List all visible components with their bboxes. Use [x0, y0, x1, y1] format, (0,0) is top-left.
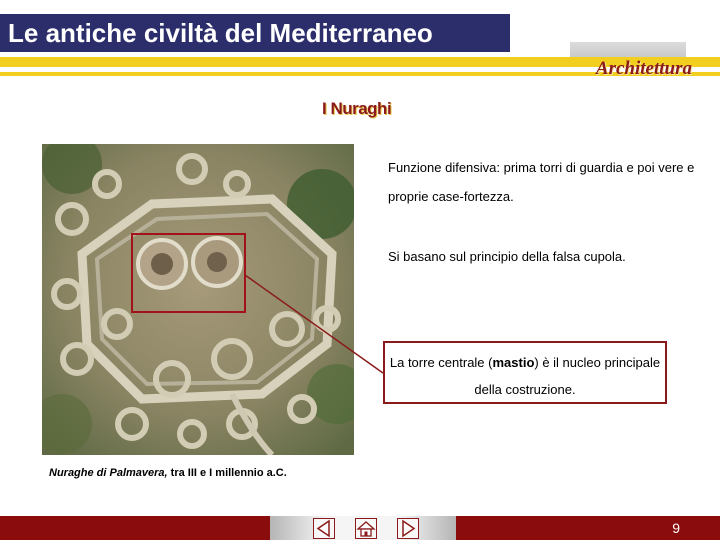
- callout-text-bold: mastio: [492, 355, 535, 370]
- arrow-left-icon[interactable]: [313, 518, 335, 539]
- slide-subtitle: I Nuraghi: [322, 99, 392, 118]
- page-number: 9: [672, 520, 680, 536]
- callout-text-before: La torre centrale (: [389, 355, 493, 370]
- caption-date: tra III e I millennio a.C.: [167, 467, 287, 479]
- caption-title: Nuraghe di Palmavera,: [49, 467, 168, 479]
- callout-text-after: ) è il nucleo principale della costruzione.: [474, 355, 661, 397]
- slide-title: Le antiche civiltà del Mediterraneo: [0, 14, 510, 52]
- section-label: Architettura: [595, 58, 692, 79]
- arrow-right-icon[interactable]: [397, 518, 419, 539]
- photo-caption: [49, 467, 287, 479]
- text-false-dome: Si basano sul principio della falsa cupola.: [388, 249, 626, 264]
- nuraghe-photo: [42, 144, 354, 455]
- callout-box: [383, 341, 667, 404]
- home-icon[interactable]: [355, 518, 377, 539]
- text-function: Funzione difensiva: prima torri di guardia e poi vere e proprie case-fortezza.: [388, 160, 695, 204]
